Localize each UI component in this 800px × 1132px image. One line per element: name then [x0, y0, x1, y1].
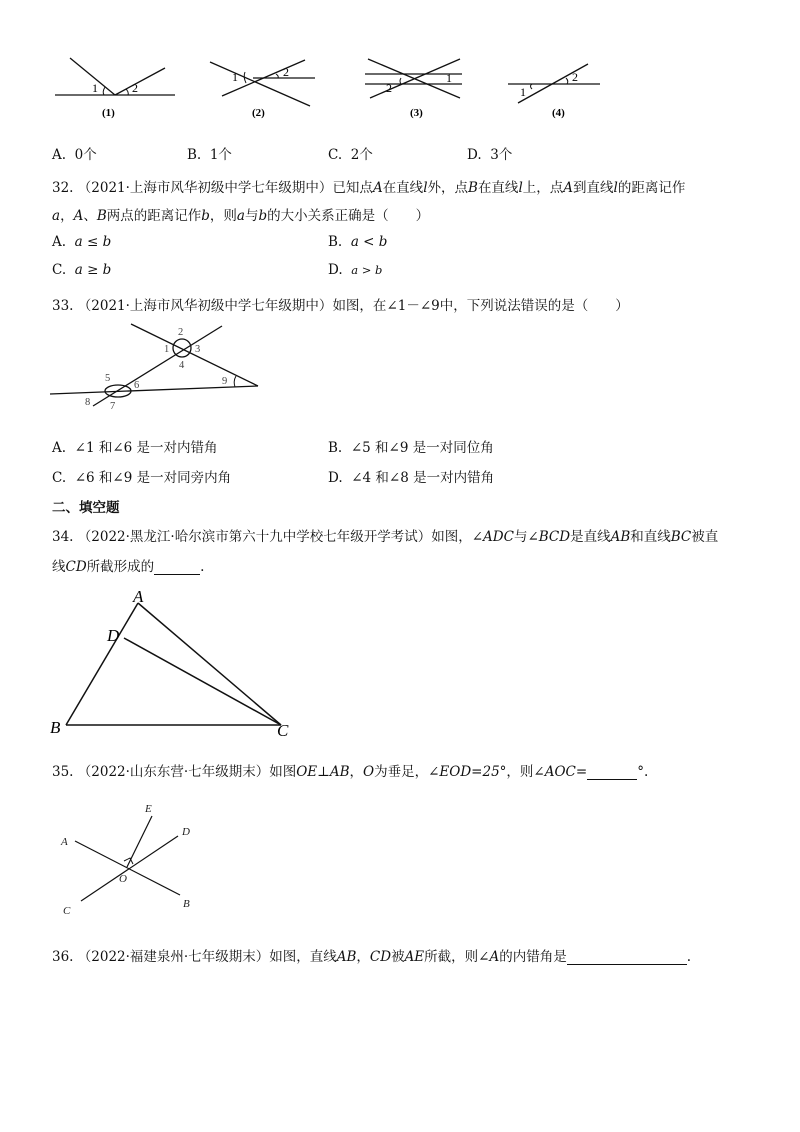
q31-fig1-angle1: 1	[92, 81, 98, 95]
q35-source: （2022·山东东营·七年级期末）	[77, 764, 270, 780]
q31-figure-3	[365, 59, 462, 119]
q35-label-d: D	[182, 826, 190, 838]
q33-label-4: 4	[179, 360, 185, 371]
q32-source: （2021·上海市风华初级中学七年级期中）	[77, 180, 333, 196]
q35-label-a: A	[61, 836, 68, 848]
q32-stem-line1: 32. （2021·上海市风华初级中学七年级期中）已知点A在直线l外，点B在直线l上，点A到直线l的距离记作	[52, 180, 686, 196]
q33-label-9: 9	[222, 376, 228, 387]
q35-label-e: E	[145, 803, 152, 815]
q34-stem-line2: 线CD所截形成的 .	[52, 559, 205, 575]
q33-option-d[interactable]: D. ∠4 和∠8 是一对内错角	[328, 470, 495, 486]
q33-stem: 33. （2021·上海市风华初级中学七年级期中）如图，在∠1－∠9中，下列说法错误的是（ ）	[52, 298, 629, 314]
q31-fig2-angle1: 1	[232, 70, 238, 84]
q33-option-a[interactable]: A. ∠1 和∠6 是一对内错角	[52, 440, 218, 456]
q36-source: （2022·福建泉州·七年级期末）	[77, 949, 270, 965]
q31-fig2-caption: (2)	[252, 107, 265, 119]
q34-answer-blank[interactable]	[154, 558, 200, 575]
q31-fig3-angle2: 2	[386, 81, 392, 95]
q31-fig4-angle1: 1	[520, 85, 526, 99]
q34-label-c: C	[277, 721, 289, 740]
q35-label-c: C	[63, 905, 71, 917]
q36-answer-blank[interactable]	[567, 948, 687, 965]
q31-option-b[interactable]: B. 1个	[187, 147, 232, 163]
q32-option-a[interactable]: A. a ≤ b	[52, 234, 112, 250]
q33-label-3: 3	[195, 344, 201, 355]
q35-figure	[55, 798, 215, 923]
q34-source: （2022·黑龙江·哈尔滨市第六十九中学校七年级开学考试）	[77, 529, 432, 545]
q31-fig1-angle2: 2	[132, 81, 138, 95]
q34-number: 34.	[52, 529, 74, 545]
q31-fig1-caption: (1)	[102, 107, 115, 119]
q33-label-6: 6	[134, 380, 140, 391]
q33-label-8: 8	[85, 397, 91, 408]
q32-number: 32.	[52, 180, 74, 196]
q33-label-2: 2	[178, 327, 184, 338]
q33-source: （2021·上海市风华初级中学七年级期中）	[77, 298, 333, 314]
section-heading: 二、填空题	[52, 500, 120, 516]
q31-fig4-caption: (4)	[552, 107, 565, 119]
q36-number: 36.	[52, 949, 74, 965]
q32-option-d[interactable]: D. a > b	[328, 262, 383, 278]
q34-label-a: A	[133, 587, 144, 606]
q32-stem-line2: a，A、B两点的距离记作b，则a与b的大小关系正确是（ ）	[52, 208, 430, 224]
q35-label-o: O	[119, 873, 127, 885]
q35-label-b: B	[183, 898, 190, 910]
q31-fig4-angle2: 2	[572, 70, 578, 84]
q32-option-c[interactable]: C. a ≥ b	[52, 262, 112, 278]
q35-answer-blank[interactable]	[587, 763, 637, 780]
q31-figure-4	[508, 64, 600, 119]
q31-option-a[interactable]: A. 0个	[52, 147, 97, 163]
q34-label-d: D	[107, 626, 120, 645]
q31-fig3-angle1: 1	[446, 71, 452, 85]
q32-option-b[interactable]: B. a < b	[328, 234, 388, 250]
q33-number: 33.	[52, 298, 74, 314]
q33-label-1: 1	[164, 344, 170, 355]
q31-option-d[interactable]: D. 3个	[467, 147, 513, 163]
q33-option-b[interactable]: B. ∠5 和∠9 是一对同位角	[328, 440, 494, 456]
q34-label-b: B	[50, 718, 61, 737]
q35-number: 35.	[52, 764, 74, 780]
q31-fig3-caption: (3)	[410, 107, 423, 119]
q33-figure	[45, 322, 275, 417]
q36-stem: 36. （2022·福建泉州·七年级期末）如图，直线AB，CD被AE所截，则∠A的内错角是 .	[52, 949, 692, 965]
q33-label-7: 7	[110, 401, 116, 412]
q31-figure-1	[55, 58, 175, 119]
q34-stem-line1: 34. （2022·黑龙江·哈尔滨市第六十九中学校七年级开学考试）如图，∠ADC与∠BCD是直线AB和直线BC被直	[52, 529, 719, 545]
q34-figure	[45, 585, 305, 745]
q31-option-c[interactable]: C. 2个	[328, 147, 373, 163]
q33-option-c[interactable]: C. ∠6 和∠9 是一对同旁内角	[52, 470, 232, 486]
q33-label-5: 5	[105, 373, 111, 384]
q31-fig2-angle2: 2	[283, 65, 289, 79]
q35-stem: 35. （2022·山东东营·七年级期末）如图OE⊥AB，O为垂足，∠EOD=25°，则∠AOC= °.	[52, 764, 649, 780]
q31-figure-2	[210, 60, 315, 119]
q31-figures	[40, 48, 610, 124]
